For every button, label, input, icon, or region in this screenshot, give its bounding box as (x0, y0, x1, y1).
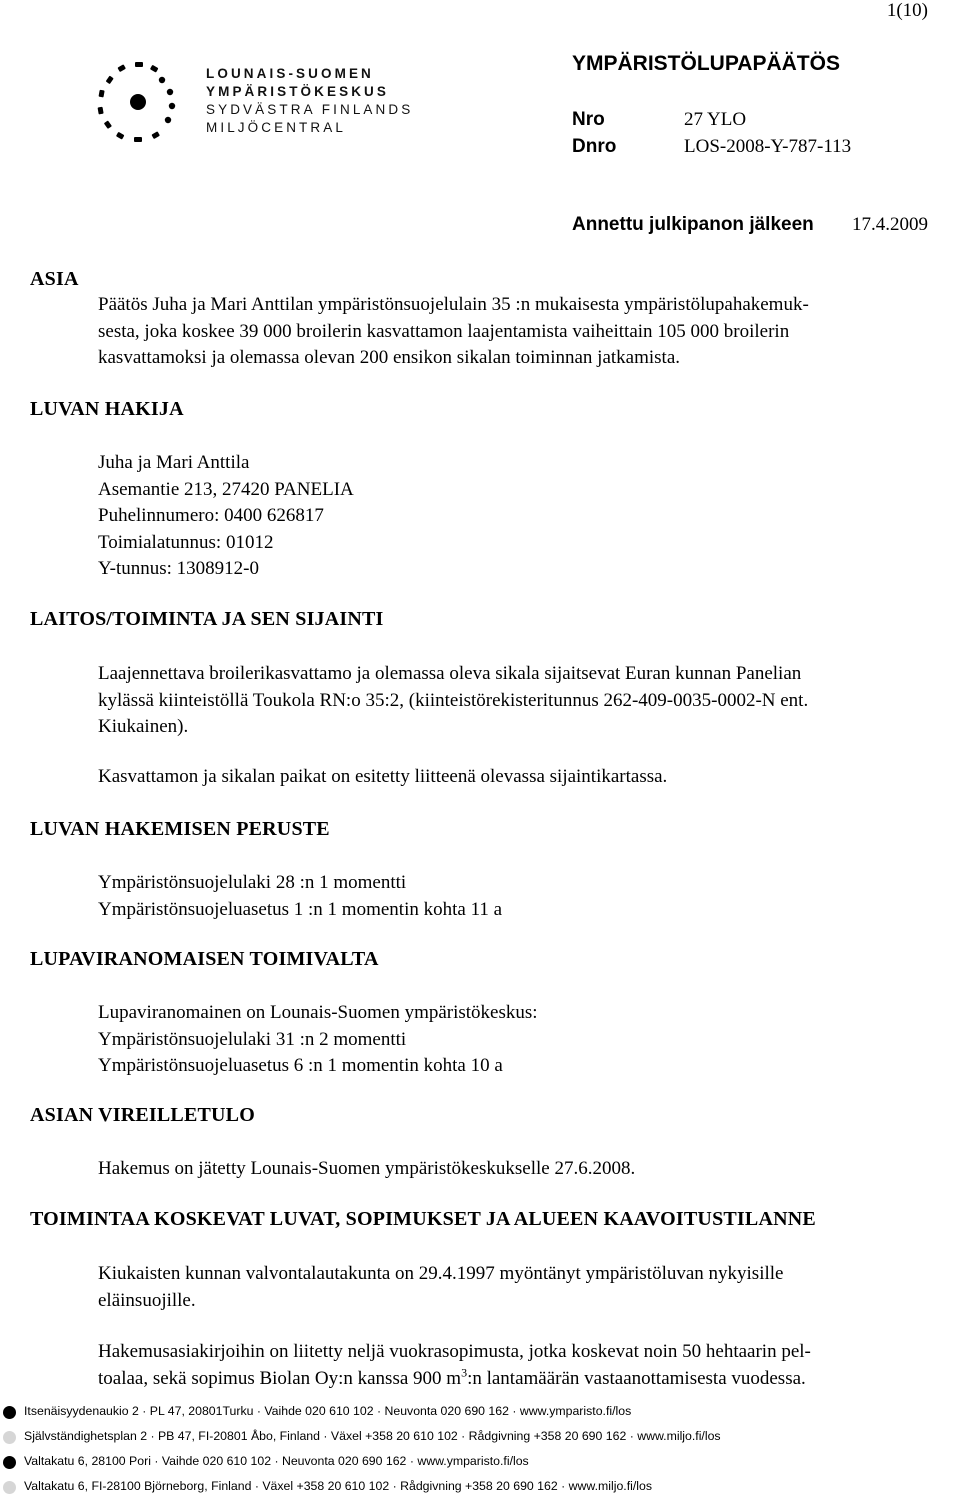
nro-value: 27 YLO (684, 109, 747, 130)
dnro-label: Dnro (572, 136, 617, 157)
section-luvat-paragraph-1: Kiukaisten kunnan valvontalautakunta on 29.4.1997 myöntänyt ympäristöluvan nykyisille eläinsuojille. (98, 1263, 784, 1311)
bullet-dot-icon (3, 1481, 16, 1494)
logo-line-2: YMPÄRISTÖKESKUS (206, 84, 390, 99)
issued-label: Annettu julkipanon jälkeen (572, 214, 814, 235)
section-peruste-text: Ympäristönsuojelulaki 28 :n 1 momentti Ympäristönsuojeluasetus 1 :n 1 momentin kohta 11 a (98, 872, 503, 920)
document-title: YMPÄRISTÖLUPAPÄÄTÖS (572, 52, 840, 75)
section-toimivalta-text: Lupaviranomainen on Lounais-Suomen ympäristökeskus: Ympäristönsuojelulaki 31 :n 2 momentti Ympäristönsuojeluasetus 6 :n 1 momentin kohta 10 a (98, 1002, 538, 1076)
section-heading-asia: ASIA (30, 268, 79, 290)
page-number: 1(10) (886, 0, 928, 21)
section-laitos-text: Laajennettava broilerikasvattamo ja olemassa oleva sikala sijaitsevat Euran kunnan Panelian kylässä kiinteistöllä Toukola RN:o 35:2, (kiinteistörekisteritunnus 262-409-0035-0002-N ent. Kiukainen). (98, 663, 809, 737)
logo-emblem-icon (88, 58, 198, 148)
section-heading-toimivalta: LUPAVIRANOMAISEN TOIMIVALTA (30, 948, 379, 970)
section-heading-luvat: TOIMINTAA KOSKEVAT LUVAT, SOPIMUKSET JA ALUEEN KAAVOITUSTILANNE (30, 1208, 816, 1230)
bullet-dot-icon (3, 1431, 16, 1444)
bullet-dot-icon (3, 1406, 16, 1419)
section-laitos-note: Kasvattamon ja sikalan paikat on esitetty liitteenä olevassa sijaintikartassa. (98, 766, 668, 787)
section-hakija-text: Juha ja Mari Anttila Asemantie 213, 27420 PANELIA Puhelinnumero: 0400 626817 Toimialatunnus: 01012 Y-tunnus: 1308912-0 (98, 452, 354, 579)
logo-line-4: MILJÖCENTRAL (206, 120, 346, 135)
section-heading-laitos: LAITOS/TOIMINTA JA SEN SIJAINTI (30, 608, 384, 630)
logo (88, 58, 418, 148)
logo-line-1: LOUNAIS-SUOMEN (206, 66, 374, 81)
section-asia-text: Päätös Juha ja Mari Anttilan ympäristönsuojelulain 35 :n mukaisesta ympäristölupahakemuk- sesta, joka koskee 39 000 broilerin kasvattamon laajentamista vaiheittain 105 000 broilerin kasvattamoksi ja olemassa olevan 200 ensikon sikalan toiminnan jatkamista. (98, 294, 809, 368)
section-heading-vireilletulo: ASIAN VIREILLETULO (30, 1104, 255, 1126)
section-heading-peruste: LUVAN HAKEMISEN PERUSTE (30, 818, 330, 840)
issued-value: 17.4.2009 (852, 214, 928, 235)
dnro-value: LOS-2008-Y-787-113 (684, 136, 852, 157)
section-heading-hakija: LUVAN HAKIJA (30, 398, 184, 420)
section-luvat-paragraph-2: Hakemusasiakirjoihin on liitetty neljä vuokrasopimusta, jotka koskevat noin 50 hehtaarin pel- toalaa, sekä sopimus Biolan Oy:n kanssa 900 $m^3:n$ lantamäärän vastaanottamisesta vuodessa. (98, 1341, 811, 1389)
nro-label: Nro (572, 109, 605, 130)
bullet-dot-icon (3, 1456, 16, 1469)
logo-line-3: SYDVÄSTRA FINLANDS (206, 102, 414, 117)
section-vireilletulo-text: Hakemus on jätetty Lounais-Suomen ympäristökeskukselle 27.6.2008. (98, 1158, 636, 1179)
